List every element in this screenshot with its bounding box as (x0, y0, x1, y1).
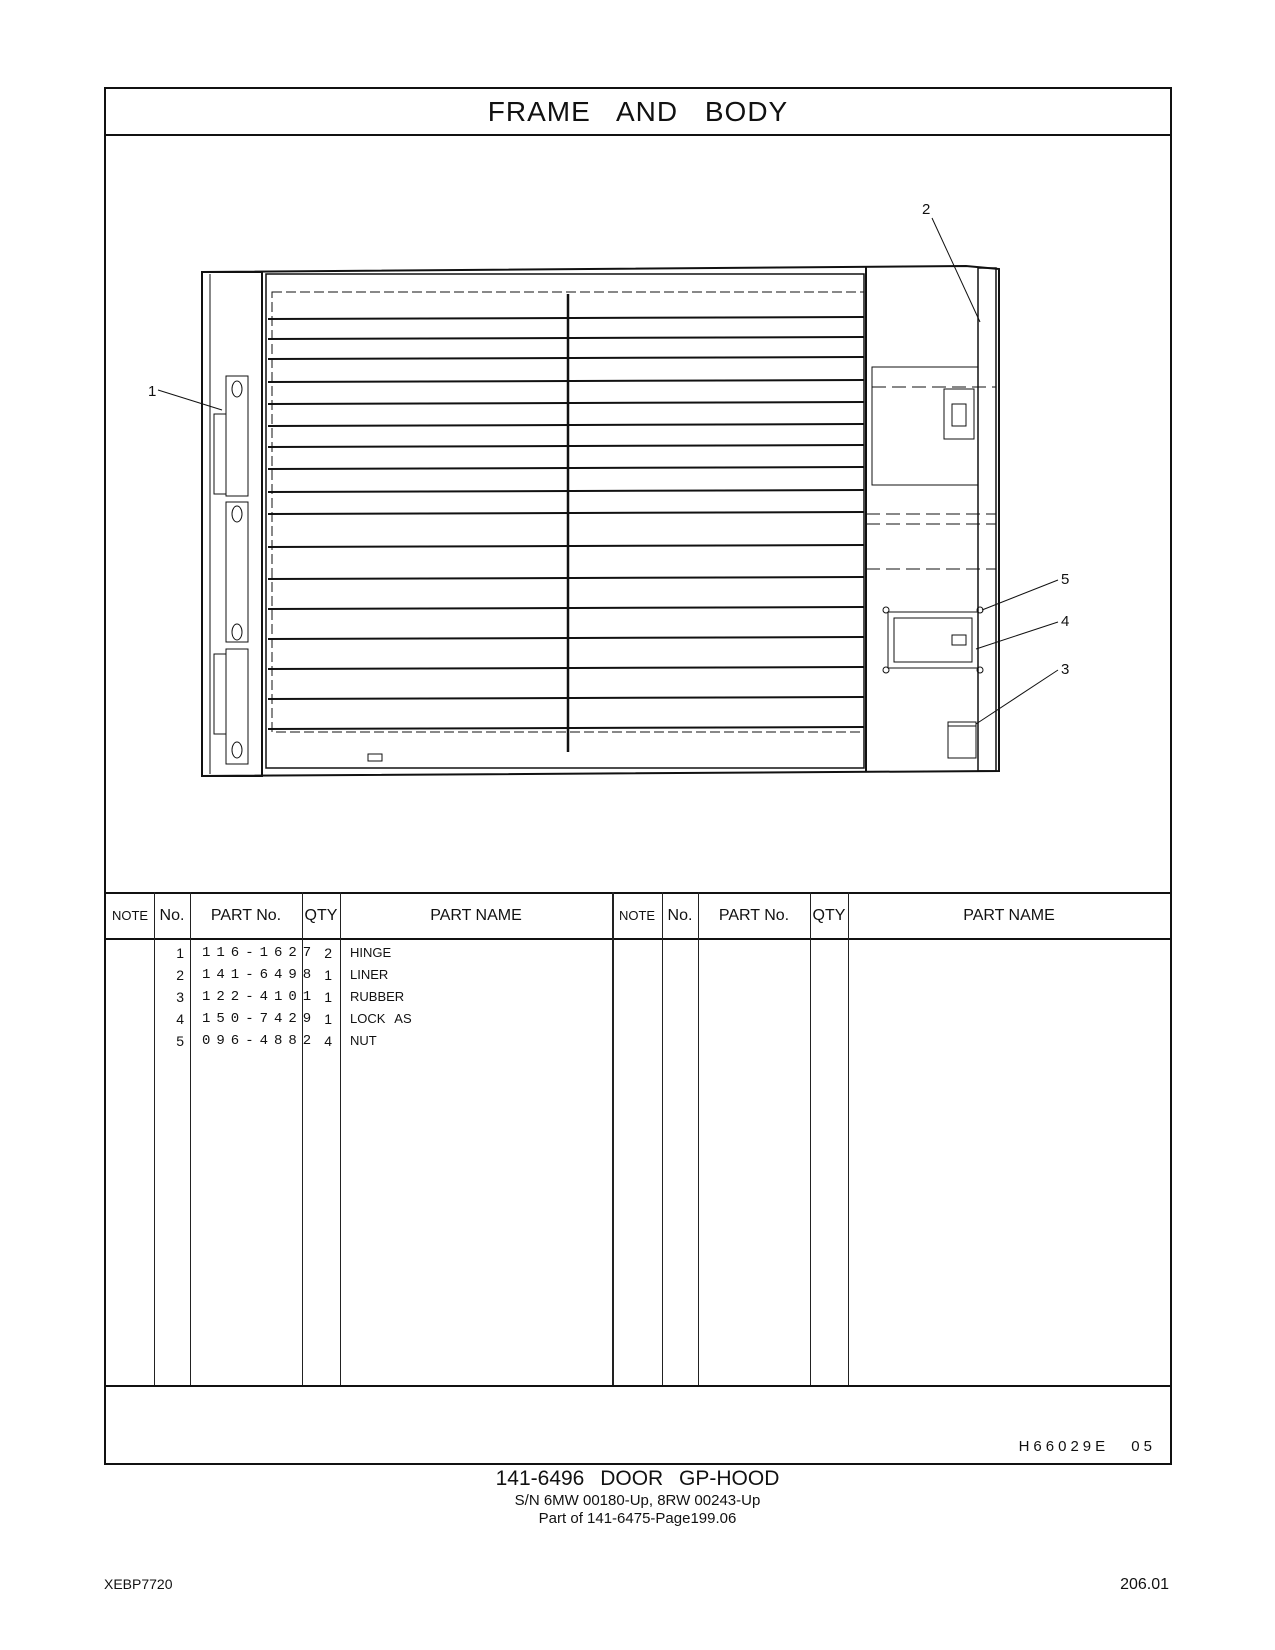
exploded-drawing (106, 134, 1170, 892)
row-qty: 1 (324, 967, 332, 983)
header-note-left: NOTE (111, 908, 149, 923)
header-partname-left: PART NAME (430, 907, 522, 924)
caption-serial-range: S/N 6MW 00180-Up, 8RW 00243-Up (514, 1492, 761, 1509)
row-no: 1 (176, 945, 184, 961)
document-id: XEBP7720 (104, 1576, 173, 1592)
callout-1: 1 (148, 383, 157, 400)
header-partno-left: PART No. (210, 907, 282, 924)
table-row (106, 942, 1170, 964)
parts-table-body (106, 938, 1170, 1386)
parts-table-header (106, 892, 1170, 940)
header-partname-right: PART NAME (963, 907, 1055, 924)
header-note-right: NOTE (618, 908, 656, 923)
row-part-name: LINER (350, 967, 389, 982)
callout-2: 2 (922, 201, 931, 218)
header-qty-left: QTY (304, 907, 338, 924)
header-no-right: No. (667, 907, 693, 924)
row-qty: 1 (324, 989, 332, 1005)
row-no: 5 (176, 1033, 184, 1049)
table-row (106, 1030, 1170, 1052)
row-part-name: NUT (350, 1033, 377, 1048)
row-qty: 2 (324, 945, 332, 961)
header-no-left: No. (159, 907, 185, 924)
table-row (106, 986, 1170, 1008)
row-part-no: 122-4101 (202, 989, 318, 1005)
row-part-name: RUBBER (350, 989, 405, 1004)
table-row (106, 964, 1170, 986)
page-number: 206.01 (1120, 1576, 1169, 1593)
parts-sheet-frame (104, 87, 1172, 1465)
row-part-no: 150-7429 (202, 1011, 318, 1027)
row-no: 2 (176, 967, 184, 983)
row-qty: 4 (324, 1033, 332, 1049)
caption-group-title: 141-6496 DOOR GP-HOOD (495, 1467, 780, 1490)
row-part-no: 096-4882 (202, 1033, 318, 1049)
row-no: 4 (176, 1011, 184, 1027)
illustration-code-band (106, 1385, 1170, 1465)
callout-3: 3 (1061, 661, 1070, 678)
header-qty-right: QTY (812, 907, 846, 924)
header-partno-right: PART No. (718, 907, 790, 924)
illustration-code: H66029E 05 (1018, 1438, 1156, 1455)
callout-5: 5 (1061, 571, 1070, 588)
row-part-no: 116-1627 (202, 945, 318, 961)
row-part-name: HINGE (350, 945, 392, 960)
callout-4: 4 (1061, 613, 1070, 630)
row-part-no: 141-6498 (202, 967, 318, 983)
row-no: 3 (176, 989, 184, 1005)
row-part-name: LOCK AS (350, 1011, 412, 1026)
page-title: FRAME AND BODY (106, 89, 1170, 136)
caption-part-of: Part of 141-6475-Page199.06 (538, 1510, 737, 1527)
row-qty: 1 (324, 1011, 332, 1027)
table-row (106, 1008, 1170, 1030)
